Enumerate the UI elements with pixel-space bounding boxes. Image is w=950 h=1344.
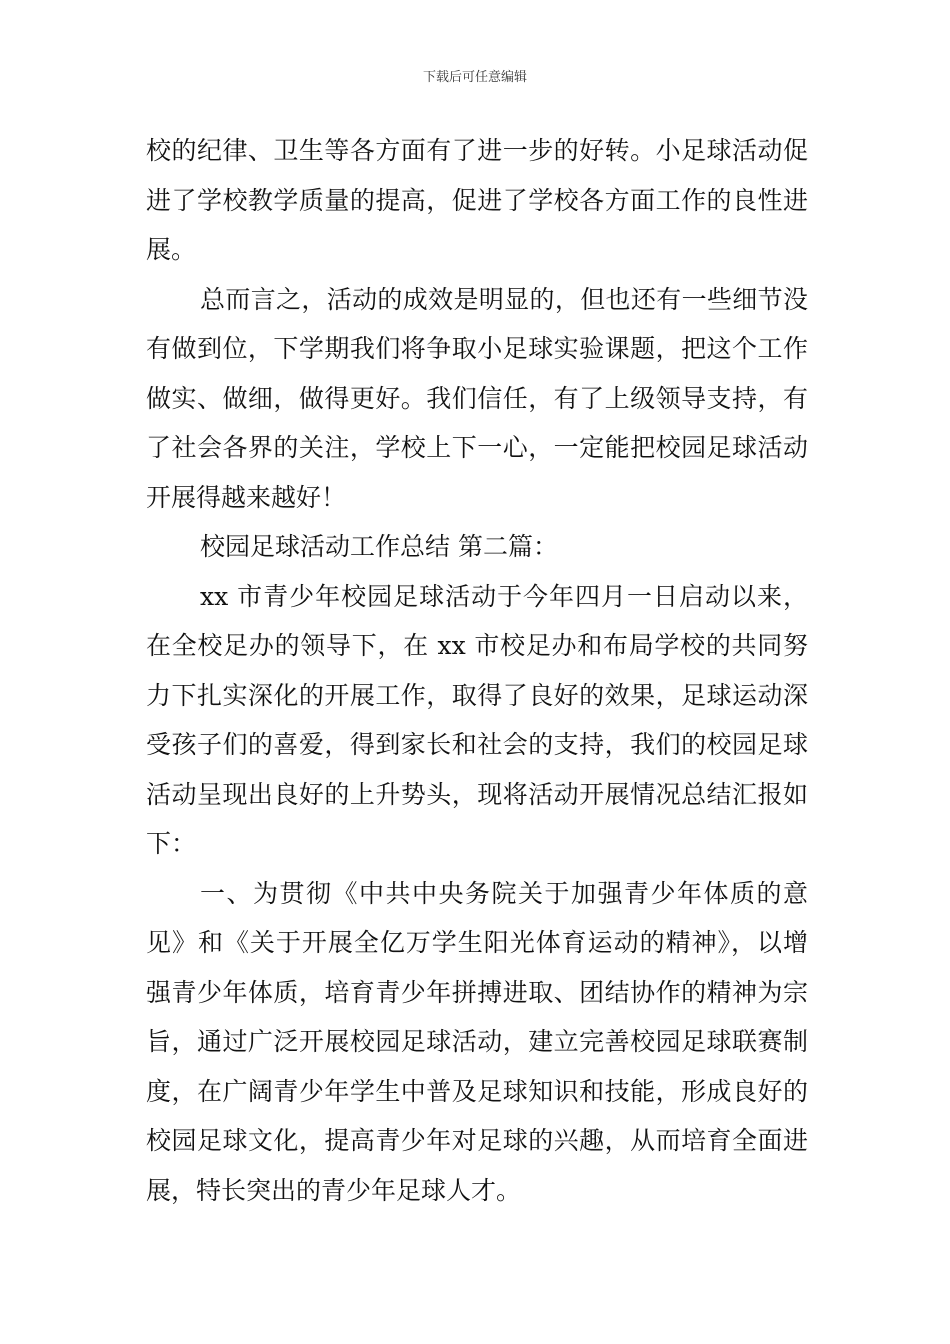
page-header: 下载后可任意编辑 bbox=[422, 70, 527, 85]
paragraph-point-one: 一、为贯彻《中共中央务院关于加强青少年体质的意见》和《关于开展全亿万学生阳光体育运动的精神》，以增强青少年体质，培育青少年拼搏进取、团结协作的精神为宗旨，通过广泛开展校园足球活动，建立完善校园足球联赛制度，在广阔青少年学生中普及足球知识和技能，形成良好的校园足球文化，提高青少年对足球的兴趣，从而培育全面进展，特长突出的青少年足球人才。 bbox=[146, 878, 808, 1205]
paragraph-intro: xx 市青少年校园足球活动于今年四月一日启动以来，在全校足办的领导下，在 xx 市校足办和布局学校的共同努力下扎实深化的开展工作，取得了良好的效果，足球运动深受孩子们的喜爱，得到家长和社会的支持，我们的校园足球活动呈现出良好的上升势头，现将活动开展情况总结汇报如下： bbox=[146, 581, 808, 858]
document-body bbox=[146, 126, 808, 1215]
paragraph-continuation: 校的纪律、卫生等各方面有了进一步的好转。小足球活动促进了学校教学质量的提高，促进了学校各方面工作的良性进展。 bbox=[146, 136, 808, 264]
section-heading: 校园足球活动工作总结 第二篇： bbox=[200, 532, 558, 561]
paragraph-conclusion: 总而言之，活动的成效是明显的，但也还有一些细节没有做到位，下学期我们将争取小足球实验课题，把这个工作做实、做细，做得更好。我们信任，有了上级领导支持，有了社会各界的关注，学校上下一心，一定能把校园足球活动开展得越来越好！ bbox=[146, 284, 808, 512]
